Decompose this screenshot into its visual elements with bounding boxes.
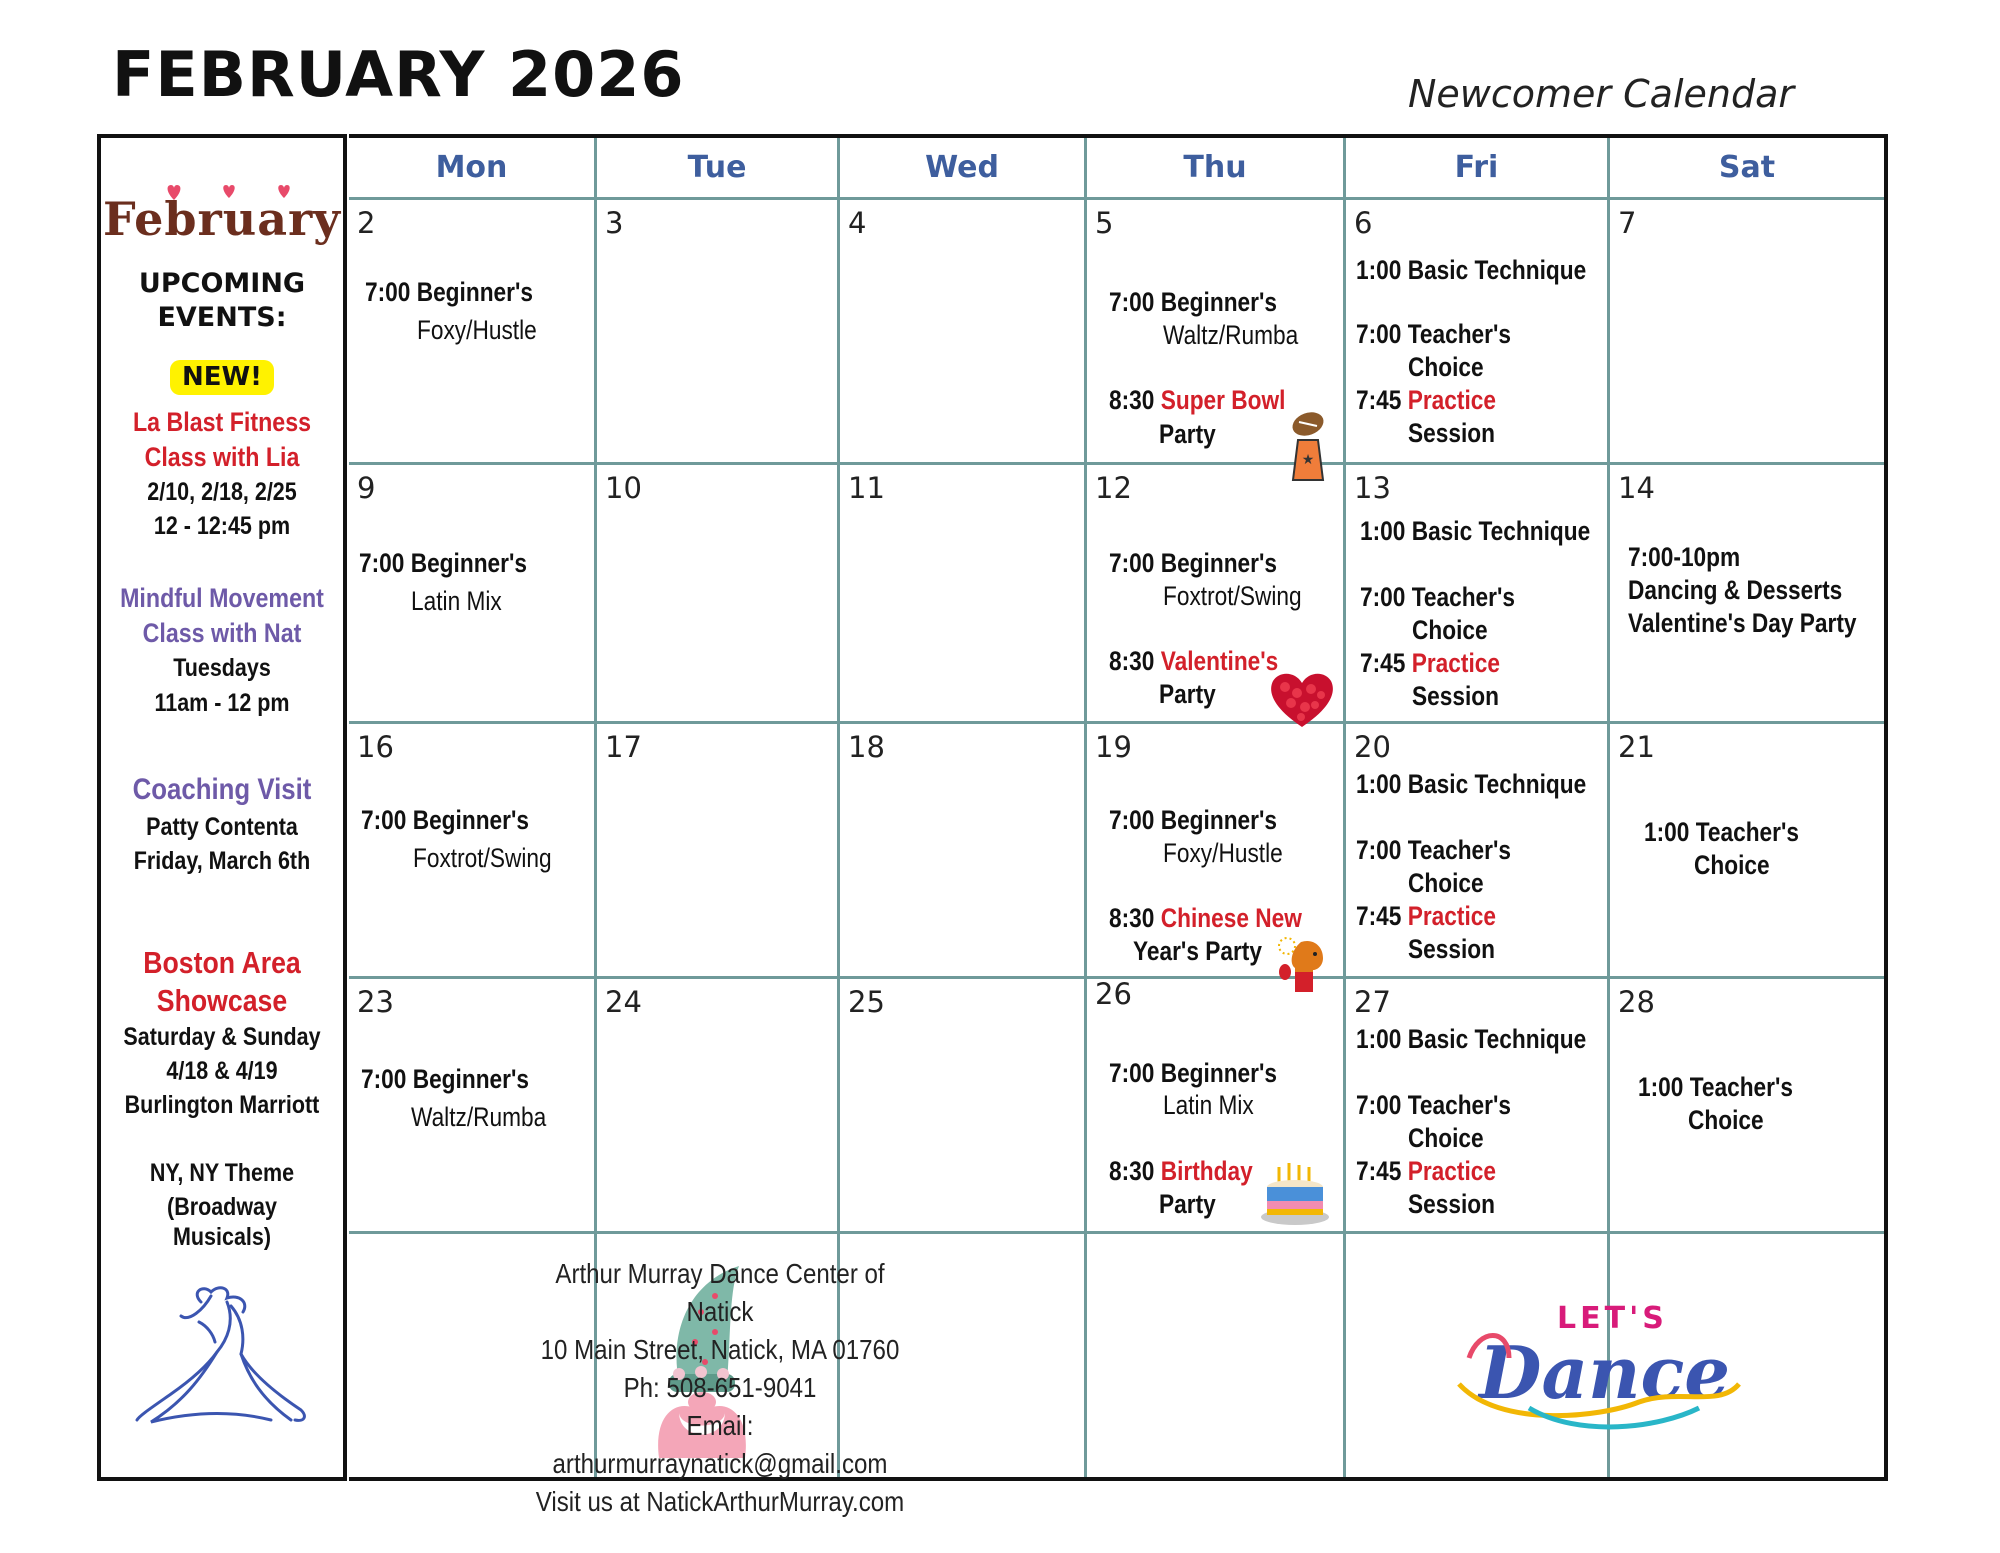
date-number: 28 — [1618, 985, 1655, 1019]
date-number: 14 — [1618, 471, 1655, 505]
day-header-fri: Fri — [1454, 150, 1499, 185]
event-time-line: 1:00 Basic Technique — [1360, 516, 1591, 546]
day-cell — [1087, 724, 1343, 976]
party-line-2: Party — [1159, 1189, 1216, 1219]
day-cell — [840, 979, 1084, 1231]
event-showcase-title-1: Boston Area — [143, 945, 301, 980]
day-cell — [1087, 979, 1343, 1231]
practice-line-2: Session — [1412, 681, 1499, 711]
studio-address: 10 Main Street, Natick, MA 01760 — [540, 1334, 900, 1365]
date-number: 18 — [848, 730, 885, 764]
event-showcase-days: Saturday & Sunday — [123, 1023, 321, 1051]
event-time-line: 7:00 Beginner's — [365, 277, 533, 307]
day-cell — [349, 465, 594, 721]
date-number: 6 — [1354, 206, 1373, 240]
studio-email: Email: arthurmurraynatick@gmail.com — [552, 1410, 888, 1479]
event-coaching-date: Friday, March 6th — [133, 847, 311, 875]
party-line: 8:30 Super Bowl — [1109, 385, 1286, 415]
page-title: FEBRUARY 2026 — [112, 38, 685, 111]
day-cell — [840, 724, 1084, 976]
day-header-tue: Tue — [687, 150, 747, 185]
day-cell — [1346, 979, 1607, 1231]
day-cell — [1346, 465, 1607, 721]
event-dance-style: Foxy/Hustle — [1163, 838, 1283, 868]
event-showcase-theme-2: (Broadway Musicals) — [167, 1193, 277, 1251]
event-time-line: 7:00 Beginner's — [359, 548, 527, 578]
event-time-line: 7:00 Beginner's — [361, 805, 529, 835]
date-number: 12 — [1095, 471, 1132, 505]
party-line-2: Party — [1159, 419, 1216, 449]
date-number: 16 — [357, 730, 394, 764]
event-labsat-title-2: Class with Lia — [144, 442, 300, 472]
day-cell — [1346, 724, 1607, 976]
date-number: 2 — [357, 206, 376, 240]
event-time-line: 1:00 Basic Technique — [1356, 1024, 1587, 1054]
practice-line: 7:45 Practice — [1360, 648, 1500, 678]
date-number: 24 — [605, 985, 642, 1019]
studio-website: Visit us at NatickArthurMurray.com — [535, 1486, 905, 1517]
date-number: 4 — [848, 206, 867, 240]
event-time-line: 7:00 Teacher's — [1356, 835, 1512, 865]
studio-contact-info — [488, 1255, 952, 1521]
event-dance-style: Waltz/Rumba — [1163, 320, 1299, 350]
day-header-mon: Mon — [435, 150, 508, 185]
event-mindful-time: 11am - 12 pm — [154, 689, 290, 717]
day-cell — [597, 724, 837, 976]
event-time-line: Choice — [1688, 1105, 1764, 1135]
day-header-sat: Sat — [1718, 150, 1776, 185]
studio-name: Arthur Murray Dance Center of Natick — [555, 1258, 885, 1327]
event-time-line: 7:00-10pm — [1628, 542, 1741, 572]
day-cell — [349, 724, 594, 976]
event-time-line: Choice — [1694, 850, 1770, 880]
date-number: 17 — [605, 730, 642, 764]
event-time-line: 1:00 Teacher's — [1644, 817, 1800, 847]
calendar-subtitle: Newcomer Calendar — [1408, 72, 1794, 116]
day-header-wed: Wed — [925, 150, 999, 185]
event-coaching-name: Patty Contenta — [146, 813, 298, 841]
day-cell — [1610, 979, 1884, 1231]
day-cell — [840, 465, 1084, 721]
event-mindful-title-2: Class with Nat — [142, 618, 302, 648]
day-cell — [1087, 465, 1343, 721]
event-dance-style: Waltz/Rumba — [411, 1102, 547, 1132]
date-number: 5 — [1095, 206, 1114, 240]
event-dance-style: Foxy/Hustle — [417, 315, 537, 345]
event-time-line: Choice — [1408, 868, 1484, 898]
event-labsat-title-1: La Blast Fitness — [132, 407, 312, 437]
date-number: 9 — [357, 471, 376, 505]
new-badge-wrap — [101, 360, 343, 395]
event-time-line: 1:00 Basic Technique — [1356, 769, 1587, 799]
dancing-couple-icon — [131, 1282, 321, 1432]
party-line: 8:30 Chinese New — [1109, 903, 1302, 933]
date-number: 20 — [1354, 730, 1391, 764]
party-line: Dancing & Desserts — [1628, 575, 1843, 605]
day-cell — [840, 200, 1084, 462]
practice-line-2: Session — [1408, 418, 1495, 448]
event-showcase-theme-1: NY, NY Theme — [149, 1159, 295, 1187]
day-cell — [1610, 200, 1884, 462]
day-cell — [597, 465, 837, 721]
event-time-line: Choice — [1412, 615, 1488, 645]
event-time-line: 7:00 Beginner's — [1109, 548, 1277, 578]
event-dance-style: Foxtrot/Swing — [413, 843, 552, 873]
event-labsat-dates: 2/10, 2/18, 2/25 — [147, 478, 297, 506]
date-number: 3 — [605, 206, 624, 240]
event-mindful-day: Tuesdays — [173, 654, 271, 682]
lets-dance-logo — [1439, 1288, 1759, 1438]
upcoming-heading-1: UPCOMING — [138, 268, 306, 299]
day-cell — [1087, 200, 1343, 467]
event-time-line: Choice — [1408, 1123, 1484, 1153]
dance-logo-text: Dance — [1479, 1330, 1731, 1415]
party-line: 8:30 Valentine's — [1109, 646, 1279, 676]
heart-roses-icon — [1267, 669, 1337, 729]
new-badge: NEW! — [170, 360, 274, 395]
event-time-line: 7:00 Beginner's — [361, 1064, 529, 1094]
date-number: 23 — [357, 985, 394, 1019]
event-mindful-title-1: Mindful Movement — [120, 583, 324, 613]
event-time-line: 7:00 Teacher's — [1360, 582, 1516, 612]
event-dance-style: Foxtrot/Swing — [1163, 581, 1302, 611]
date-number: 7 — [1618, 206, 1637, 240]
party-line-2: Year's Party — [1133, 936, 1262, 966]
day-cell — [1610, 465, 1884, 721]
date-number: 19 — [1095, 730, 1132, 764]
practice-line-2: Session — [1408, 1189, 1495, 1219]
event-labsat-time: 12 - 12:45 pm — [153, 512, 291, 540]
date-number: 13 — [1354, 471, 1391, 505]
event-time-line: 7:00 Beginner's — [1109, 805, 1277, 835]
lets-logo-text: LET'S — [1557, 1301, 1668, 1336]
event-time-line: 7:00 Beginner's — [1109, 287, 1277, 317]
event-showcase-place: Burlington Marriott — [124, 1091, 320, 1119]
sidebar-february-heading: February — [102, 192, 342, 246]
event-time-line: 7:00 Teacher's — [1356, 1090, 1512, 1120]
practice-line: 7:45 Practice — [1356, 1156, 1496, 1186]
party-line: 8:30 Birthday — [1109, 1156, 1253, 1186]
date-number: 10 — [605, 471, 642, 505]
day-cell — [349, 979, 594, 1231]
event-time-line: Choice — [1408, 352, 1484, 382]
day-cell — [597, 979, 837, 1231]
day-cell — [597, 200, 837, 462]
practice-line: 7:45 Practice — [1356, 901, 1496, 931]
date-number: 25 — [848, 985, 885, 1019]
date-number: 27 — [1354, 985, 1391, 1019]
practice-line: 7:45 Practice — [1356, 385, 1496, 415]
birthday-cake-icon — [1259, 1161, 1331, 1229]
day-cell — [349, 200, 594, 462]
studio-phone: Ph: 508-651-9041 — [623, 1372, 817, 1403]
sidebar — [97, 134, 347, 1481]
event-time-line: 1:00 Teacher's — [1638, 1072, 1794, 1102]
day-cell — [1610, 724, 1884, 976]
practice-line-2: Session — [1408, 934, 1495, 964]
event-showcase-dates: 4/18 & 4/19 — [166, 1057, 278, 1085]
event-time-line: 7:00 Teacher's — [1356, 319, 1512, 349]
event-showcase-title-2: Showcase — [156, 983, 288, 1018]
event-time-line: 1:00 Basic Technique — [1356, 255, 1587, 285]
party-line-2: Valentine's Day Party — [1628, 608, 1857, 638]
event-dance-style: Latin Mix — [411, 586, 502, 616]
event-dance-style: Latin Mix — [1163, 1090, 1254, 1120]
date-number: 21 — [1618, 730, 1655, 764]
event-coaching-title: Coaching Visit — [132, 773, 312, 806]
day-cell — [1346, 200, 1607, 462]
upcoming-heading-2: EVENTS: — [157, 302, 287, 333]
event-time-line: 7:00 Beginner's — [1109, 1058, 1277, 1088]
party-line-2: Party — [1159, 679, 1216, 709]
date-number: 11 — [848, 471, 885, 505]
svg-text:★: ★ — [1301, 451, 1315, 467]
day-header-thu: Thu — [1183, 150, 1247, 185]
date-number: 26 — [1095, 977, 1132, 1011]
